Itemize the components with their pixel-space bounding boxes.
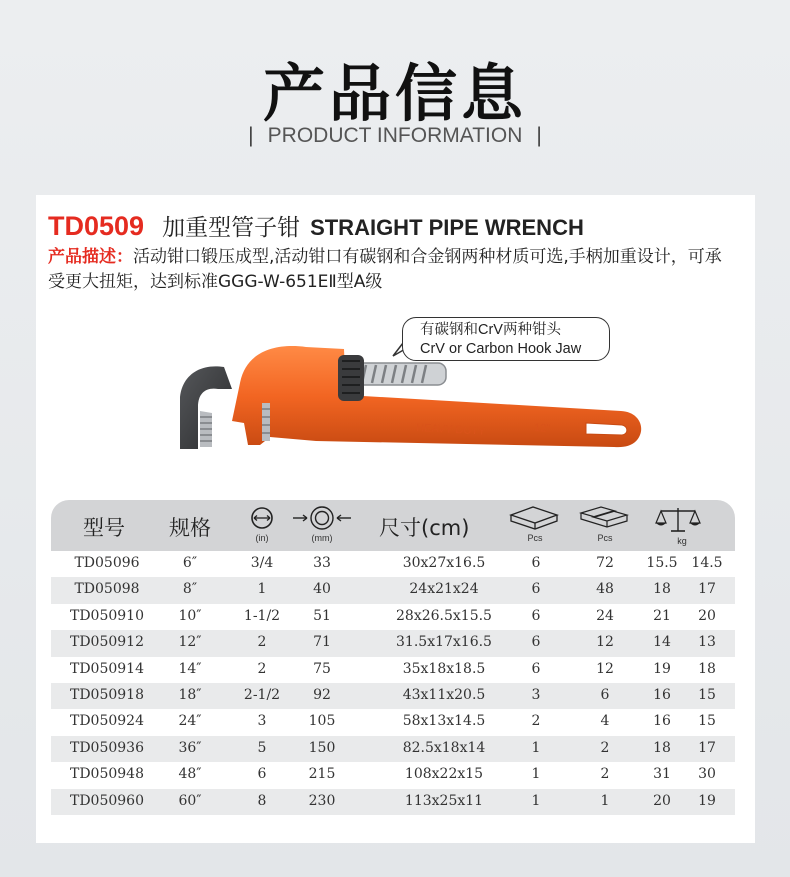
- cell-model: TD050912: [69, 634, 144, 651]
- cell-inch: 2: [257, 634, 267, 651]
- cell-inch: 3: [257, 713, 267, 730]
- cell-size: 30x27x16.5: [402, 555, 486, 571]
- cell-net-weight: 18: [698, 660, 716, 677]
- spec-table-body: [51, 551, 735, 815]
- header-pipe-in-unit: (in): [255, 533, 269, 543]
- cell-outer: 2: [600, 766, 610, 783]
- cell-gross-weight: 14: [653, 634, 671, 651]
- table-row: [51, 657, 735, 683]
- cell-size: 43x11x20.5: [402, 686, 486, 703]
- cell-gross-weight: 16: [653, 713, 671, 730]
- callout-cn: 有碳钢和CrV两种钳头: [420, 322, 561, 338]
- cell-spec: 14″: [178, 660, 202, 677]
- cell-inch: 8: [257, 792, 267, 809]
- product-heading: [48, 209, 584, 242]
- header-weight-unit: kg: [677, 536, 687, 546]
- cell-mm: 51: [313, 607, 331, 624]
- cell-net-weight: 19: [698, 792, 716, 809]
- header-spec: 规格: [169, 516, 211, 540]
- cell-inch: 6: [257, 766, 267, 783]
- cell-inch: 3/4: [250, 555, 274, 571]
- cell-model: TD050936: [69, 739, 144, 756]
- cell-mm: 105: [308, 713, 336, 730]
- cell-outer: 4: [600, 713, 610, 730]
- cell-inner: 6: [531, 634, 541, 651]
- cell-gross-weight: 18: [653, 739, 671, 756]
- cell-net-weight: 13: [698, 634, 716, 651]
- cell-outer: 24: [596, 607, 614, 624]
- cell-size: 58x13x14.5: [402, 713, 486, 730]
- cell-net-weight: 15: [698, 713, 716, 730]
- cell-inner: 1: [531, 739, 541, 756]
- cell-mm: 40: [313, 581, 331, 598]
- cell-outer: 48: [596, 581, 614, 598]
- cell-size: 108x22x15: [404, 766, 484, 783]
- cell-model: TD050960: [69, 792, 144, 809]
- cell-gross-weight: 21: [653, 607, 671, 624]
- cell-size: 113x25x11: [404, 792, 484, 809]
- cell-inner: 6: [531, 660, 541, 677]
- page-subtitle-text: PRODUCT INFORMATION: [267, 124, 523, 147]
- cell-inch: 2-1/2: [243, 686, 281, 703]
- cell-net-weight: 17: [698, 739, 716, 756]
- cell-gross-weight: 20: [653, 792, 671, 809]
- cell-spec: 36″: [178, 739, 202, 756]
- product-name-cn: 加重型管子钳: [162, 215, 301, 241]
- table-row: [51, 789, 735, 815]
- cell-model: TD05098: [74, 581, 140, 598]
- table-row: [51, 577, 735, 603]
- table-row: [51, 683, 735, 709]
- cell-mm: 92: [313, 686, 331, 703]
- cell-outer: 2: [600, 739, 610, 756]
- cell-inch: 5: [257, 739, 267, 756]
- product-description: [48, 245, 738, 295]
- product-card: [36, 195, 755, 843]
- cell-gross-weight: 18: [653, 581, 671, 598]
- header-size: 尺寸(cm): [379, 516, 470, 540]
- cell-model: TD050918: [69, 686, 144, 703]
- cell-outer: 6: [600, 686, 610, 703]
- cell-mm: 33: [313, 555, 331, 571]
- cell-inner: 1: [531, 792, 541, 809]
- table-row: [51, 736, 735, 762]
- cell-inch: 1-1/2: [243, 607, 281, 624]
- description-text: 活动钳口锻压成型,活动钳口有碳钢和合金钢两种材质可选,手柄加重设计，可承受更大扭矩，达到标准GGG-W-651EⅡ型A级: [48, 247, 722, 292]
- table-row: [51, 630, 735, 656]
- cell-inner: 6: [531, 555, 541, 571]
- description-label: 产品描述：: [48, 247, 133, 267]
- cell-inner: 6: [531, 581, 541, 598]
- cell-model: TD050948: [69, 766, 144, 783]
- cell-mm: 71: [313, 634, 331, 651]
- cell-outer: 72: [596, 555, 614, 571]
- cell-size: 31.5x17x16.5: [396, 634, 492, 651]
- cell-inner: 3: [531, 686, 541, 703]
- cell-inch: 2: [257, 660, 267, 677]
- page-subtitle: [0, 124, 790, 148]
- cell-inner: 2: [531, 713, 541, 730]
- header-model: 型号: [83, 516, 125, 540]
- cell-inner: 1: [531, 766, 541, 783]
- page-title: 产品信息: [262, 57, 527, 130]
- cell-outer: 1: [600, 792, 610, 809]
- product-name-en: STRAIGHT PIPE WRENCH: [310, 215, 584, 240]
- cell-gross-weight: 15.5: [646, 555, 678, 571]
- cell-model: TD050914: [69, 660, 144, 677]
- cell-mm: 230: [308, 792, 336, 809]
- cell-mm: 75: [313, 660, 331, 677]
- divider-right: |: [536, 124, 542, 147]
- cell-model: TD050910: [69, 607, 144, 624]
- cell-inner: 6: [531, 607, 541, 624]
- handle-marking: HEAVY DUTY: [415, 422, 486, 438]
- cell-spec: 60″: [178, 792, 202, 809]
- cell-net-weight: 20: [698, 607, 716, 624]
- inner-box-icon: [509, 505, 559, 533]
- jaw-callout: [402, 317, 610, 361]
- cell-model: TD05096: [74, 555, 140, 571]
- cell-net-weight: 15: [698, 686, 716, 703]
- cell-size: 35x18x18.5: [402, 660, 486, 677]
- cell-spec: 48″: [178, 766, 202, 783]
- cell-gross-weight: 16: [653, 686, 671, 703]
- spec-table-header: [51, 500, 735, 551]
- cell-mm: 215: [308, 766, 336, 783]
- cell-outer: 12: [596, 660, 614, 677]
- table-row: [51, 551, 735, 577]
- cell-spec: 10″: [178, 607, 202, 624]
- table-row: [51, 604, 735, 630]
- cell-model: TD050924: [69, 713, 144, 730]
- pipe-diameter-mm-icon: [291, 505, 353, 531]
- cell-spec: 6″: [182, 555, 198, 571]
- cell-spec: 18″: [178, 686, 202, 703]
- cell-size: 82.5x18x14: [402, 739, 486, 756]
- outer-carton-icon: [579, 505, 629, 533]
- cell-outer: 12: [596, 634, 614, 651]
- cell-net-weight: 17: [698, 581, 716, 598]
- divider-left: |: [248, 124, 254, 147]
- table-row: [51, 709, 735, 735]
- size-marking: 12": [533, 422, 551, 435]
- cell-size: 28x26.5x15.5: [396, 607, 492, 624]
- cell-spec: 8″: [182, 581, 198, 598]
- cell-mm: 150: [308, 739, 336, 756]
- cell-net-weight: 14.5: [691, 555, 723, 571]
- product-code: TD0509: [48, 211, 145, 241]
- pipe-diameter-in-icon: [249, 505, 275, 531]
- cell-net-weight: 30: [698, 766, 716, 783]
- cell-inch: 1: [257, 581, 267, 598]
- header-inner-unit: Pcs: [527, 533, 543, 543]
- callout-en: CrV or Carbon Hook Jaw: [420, 341, 582, 357]
- weighing-scale-icon: [653, 505, 703, 535]
- cell-gross-weight: 19: [653, 660, 671, 677]
- cell-spec: 12″: [178, 634, 202, 651]
- cell-size: 24x21x24: [409, 581, 479, 598]
- header-pipe-mm-unit: (mm): [311, 533, 333, 543]
- cell-gross-weight: 31: [653, 766, 671, 783]
- header-outer-unit: Pcs: [597, 533, 613, 543]
- table-row: [51, 762, 735, 788]
- cell-spec: 24″: [178, 713, 202, 730]
